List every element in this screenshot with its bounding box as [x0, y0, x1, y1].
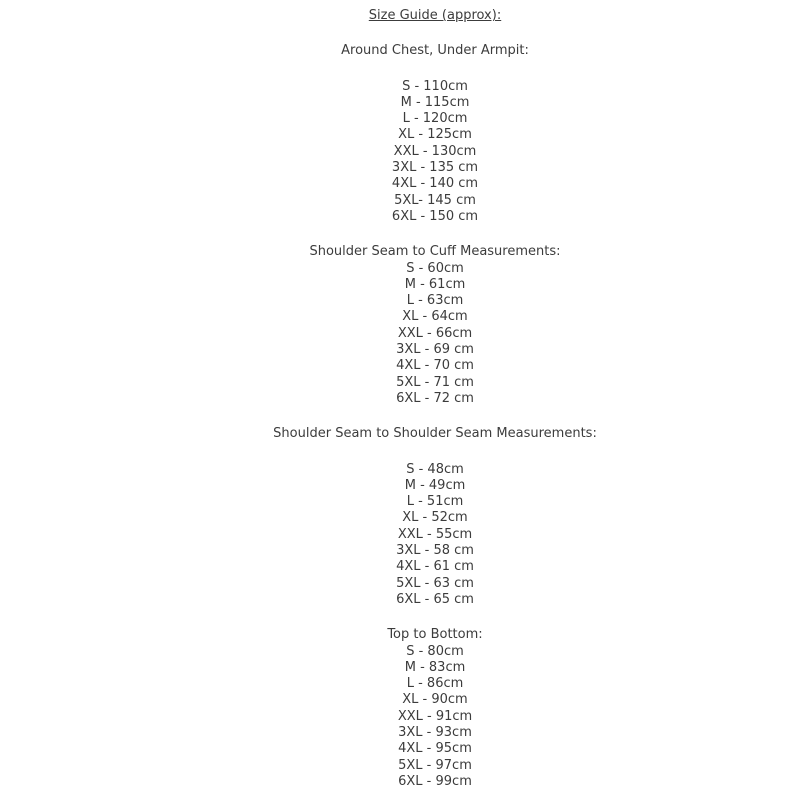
section-heading: Top to Bottom: — [387, 627, 483, 643]
section-heading: Shoulder Seam to Shoulder Seam Measurements: — [273, 426, 597, 442]
section-block — [70, 244, 800, 407]
size-item: 6XL - 99cm — [398, 773, 472, 789]
size-item: XL - 52cm — [402, 510, 468, 526]
size-item: 6XL - 72 cm — [396, 390, 474, 406]
section-heading: Around Chest, Under Armpit: — [341, 43, 529, 59]
size-list — [70, 79, 800, 226]
size-item: XXL - 130cm — [393, 143, 477, 159]
size-item: 4XL - 95cm — [398, 741, 472, 757]
size-item: 5XL - 97cm — [398, 757, 472, 773]
size-item: S - 80cm — [406, 643, 464, 659]
size-item: 4XL - 61 cm — [396, 559, 474, 575]
size-item: 3XL - 93cm — [398, 724, 472, 740]
sections-container — [70, 43, 800, 790]
size-item: 4XL - 140 cm — [391, 176, 479, 192]
size-item: XL - 90cm — [402, 692, 468, 708]
size-item: M - 61cm — [404, 276, 466, 292]
size-item: M - 49cm — [404, 477, 466, 493]
section-heading: Shoulder Seam to Cuff Measurements: — [309, 244, 561, 260]
size-list — [70, 462, 800, 609]
size-item: L - 51cm — [406, 494, 464, 510]
size-item: M - 115cm — [400, 94, 470, 110]
size-item: 4XL - 70 cm — [396, 358, 474, 374]
size-item: 5XL- 145 cm — [394, 192, 476, 208]
size-item: 5XL - 71 cm — [396, 374, 474, 390]
page-title: Size Guide (approx): — [368, 8, 502, 23]
size-item: 3XL - 135 cm — [391, 160, 479, 176]
section-block — [70, 627, 800, 790]
size-item: 3XL - 58 cm — [396, 543, 474, 559]
size-item: XL - 64cm — [402, 309, 468, 325]
size-item: S - 110cm — [402, 78, 468, 94]
size-item: S - 60cm — [406, 260, 464, 276]
size-item: 3XL - 69 cm — [396, 342, 474, 358]
title-block — [70, 8, 800, 24]
size-item: L - 86cm — [406, 676, 464, 692]
size-item: M - 83cm — [404, 659, 466, 675]
size-item: XXL - 55cm — [397, 526, 473, 542]
size-item: XXL - 66cm — [397, 325, 473, 341]
size-item: XL - 125cm — [398, 127, 472, 143]
section-heading-block — [70, 426, 800, 442]
size-item: L - 63cm — [406, 293, 464, 309]
section-heading-block — [70, 43, 800, 59]
size-item: 6XL - 65 cm — [396, 591, 474, 607]
size-item: XXL - 91cm — [397, 708, 473, 724]
size-item: 6XL - 150 cm — [391, 208, 479, 224]
size-item: L - 120cm — [402, 111, 468, 127]
size-item: 5XL - 63 cm — [396, 575, 474, 591]
size-item: S - 48cm — [406, 461, 464, 477]
